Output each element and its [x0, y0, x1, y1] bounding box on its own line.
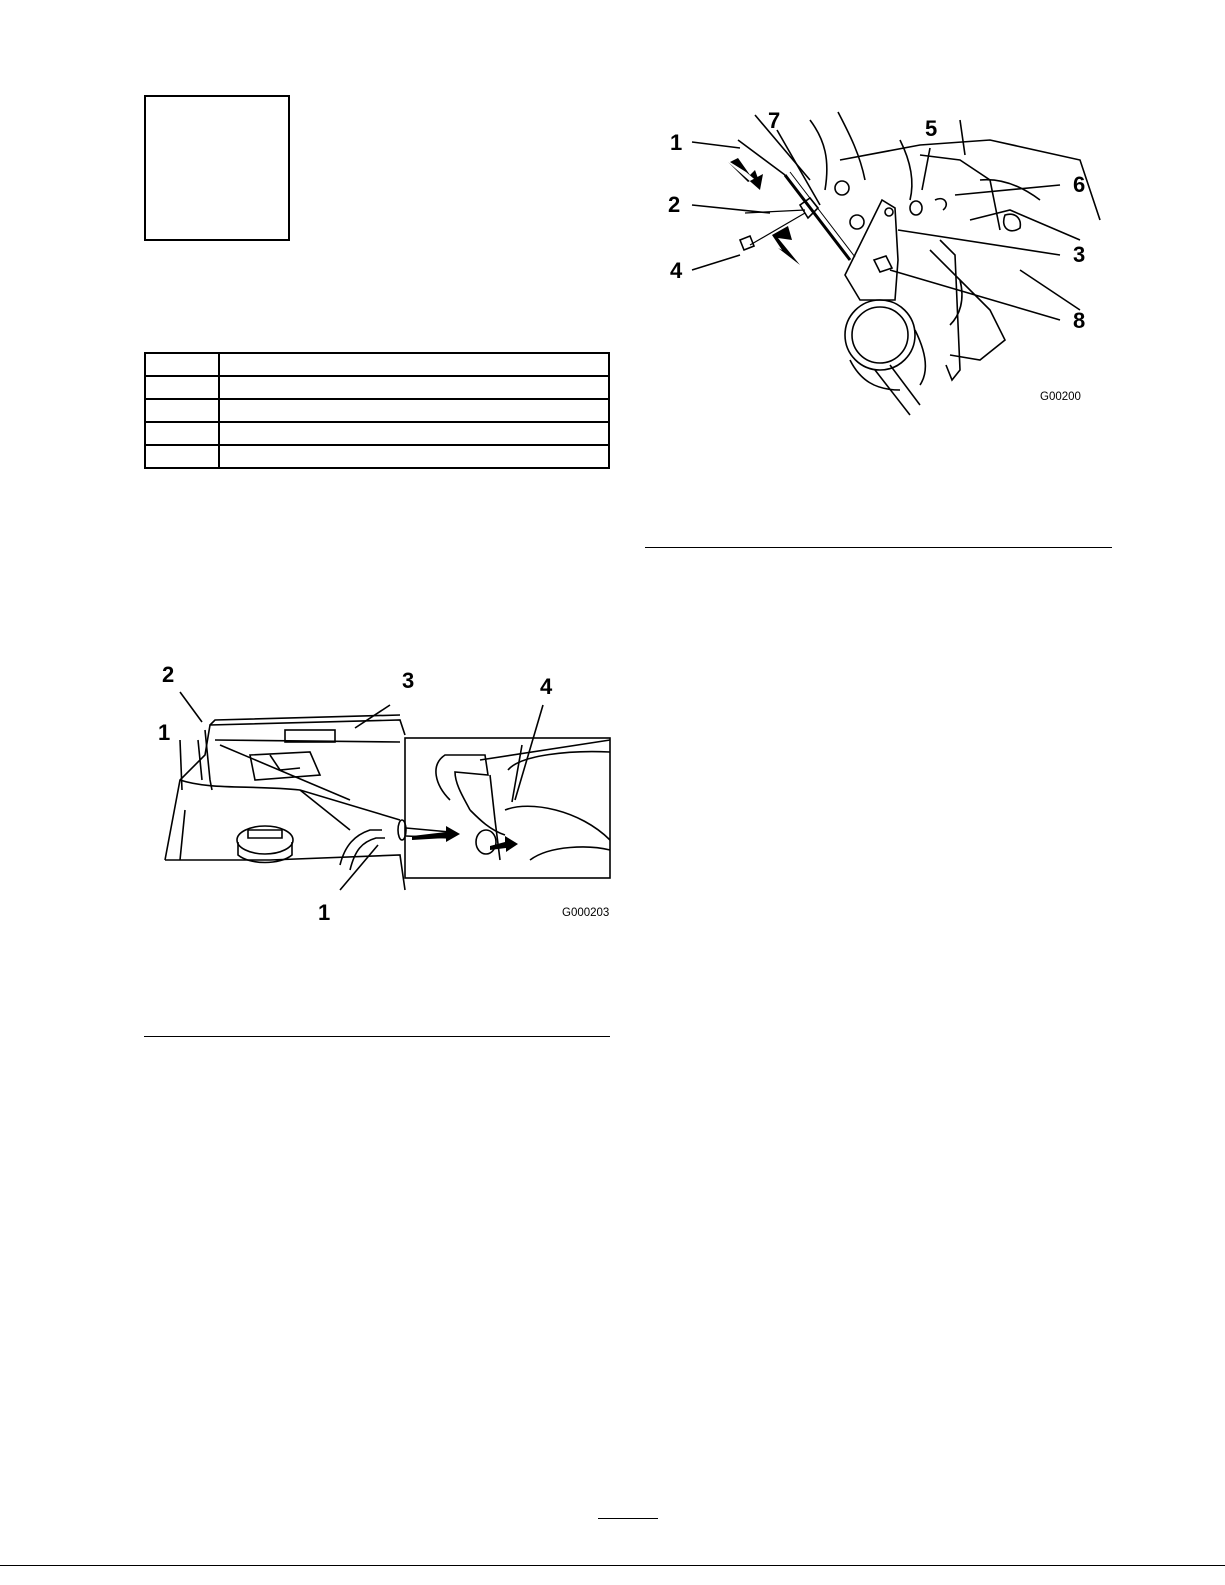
- table-row: [145, 422, 609, 445]
- table-row: [145, 353, 609, 376]
- table-cell: [145, 399, 219, 422]
- table-cell: [219, 353, 609, 376]
- figure-code: G00200: [1040, 391, 1081, 403]
- table-cell: [145, 422, 219, 445]
- table-cell: [145, 376, 219, 399]
- callout-1: 1: [670, 130, 683, 155]
- callout-5: 5: [925, 116, 938, 141]
- callout-labels: [158, 662, 609, 925]
- table-cell: [145, 445, 219, 468]
- table-row: [145, 399, 609, 422]
- section-rule-right: [645, 547, 1112, 548]
- table-row: [145, 445, 609, 468]
- callout-7: 7: [768, 108, 781, 133]
- table-cell: [219, 445, 609, 468]
- handle-pin-figure: [150, 660, 615, 925]
- callout-4: 4: [540, 674, 553, 699]
- figure-code: G000203: [562, 907, 610, 919]
- callout-8: 8: [1073, 308, 1086, 333]
- parts-table: [144, 352, 610, 469]
- page-number-rule: [598, 1518, 658, 1519]
- callout-4: 4: [670, 258, 683, 283]
- table-cell: [219, 422, 609, 445]
- callout-2: 2: [162, 662, 175, 687]
- callout-2: 2: [668, 192, 681, 217]
- callout-1: 1: [158, 720, 171, 745]
- section-rule-left: [144, 1036, 610, 1037]
- callout-3: 3: [1073, 242, 1086, 267]
- placeholder-box: [144, 95, 290, 241]
- table-cell: [219, 376, 609, 399]
- table-cell: [219, 399, 609, 422]
- page-bottom-rule: [0, 1565, 1225, 1566]
- bracket-assembly-figure: [660, 100, 1110, 420]
- callout-1-lower: 1: [318, 900, 331, 925]
- table-row: [145, 376, 609, 399]
- callout-6: 6: [1073, 172, 1086, 197]
- callout-labels: [668, 108, 1085, 403]
- table-cell: [145, 353, 219, 376]
- callout-3: 3: [402, 668, 415, 693]
